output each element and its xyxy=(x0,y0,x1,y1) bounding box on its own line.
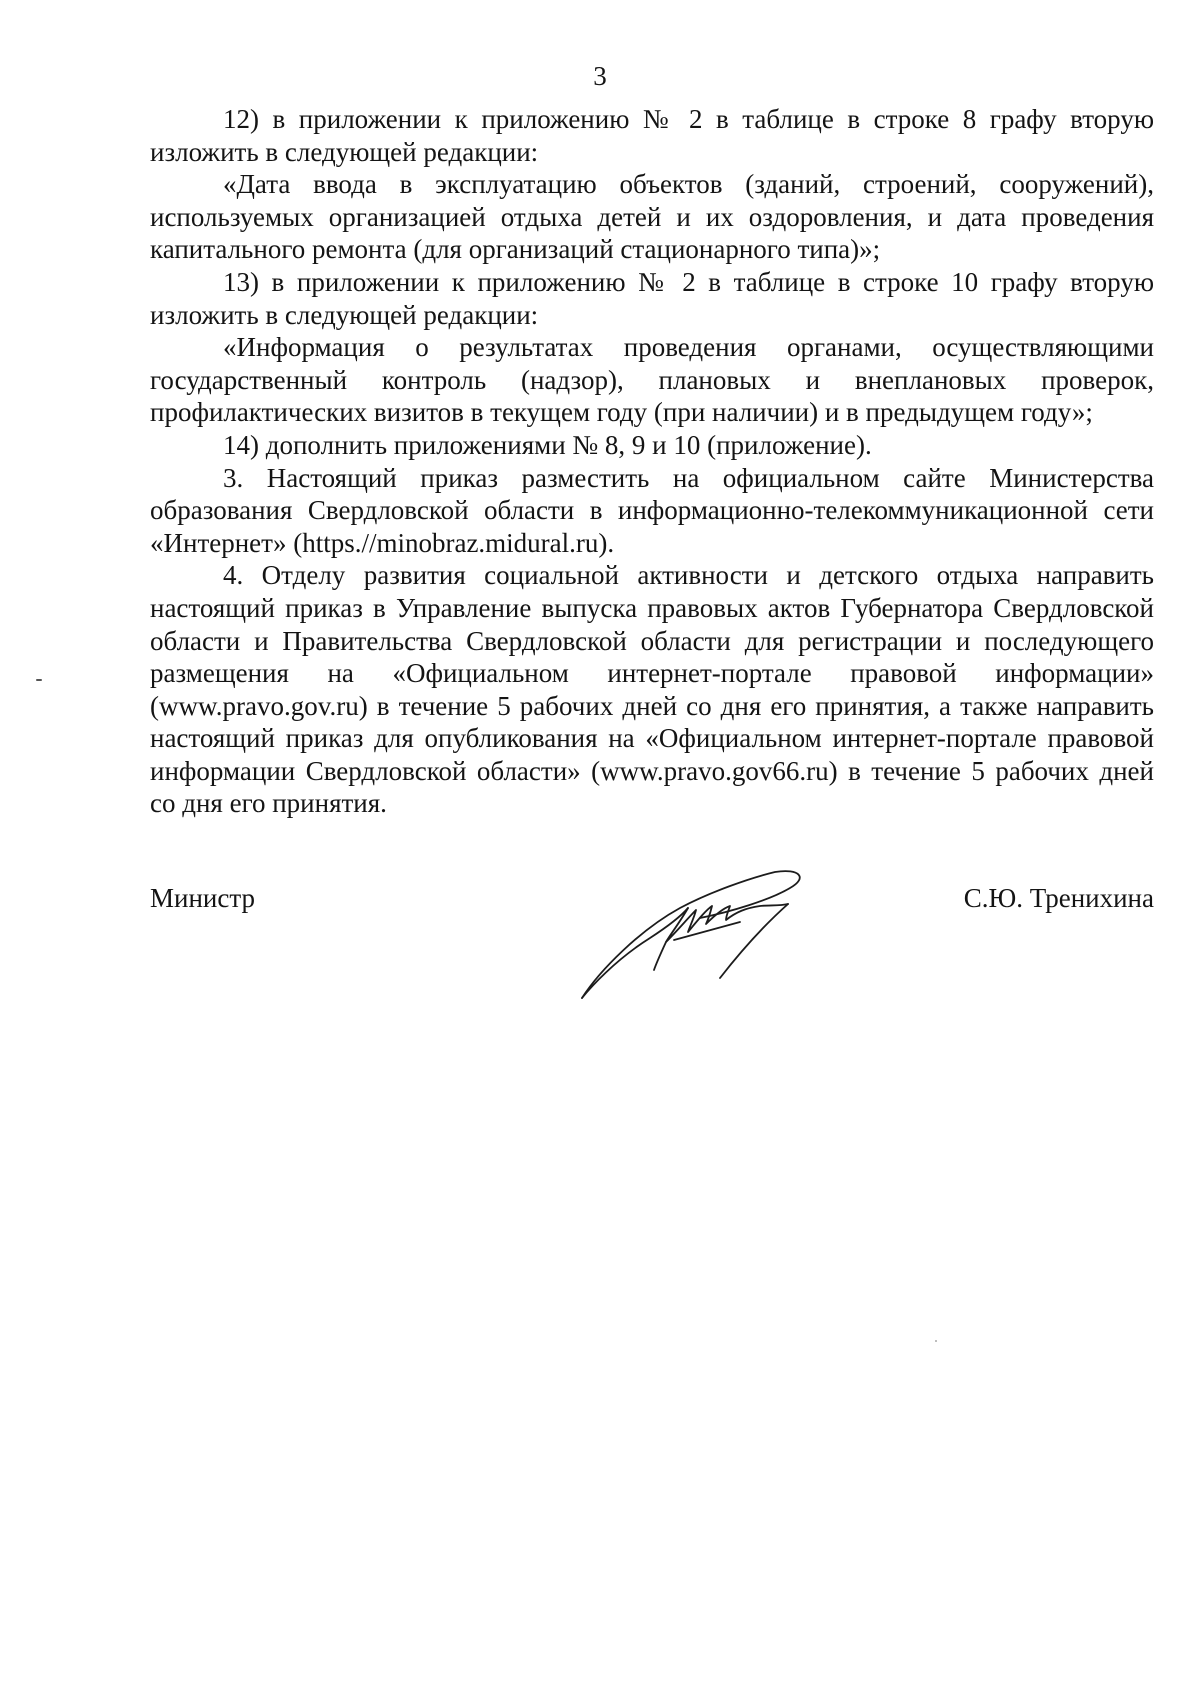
scan-speck xyxy=(36,679,42,681)
scan-speck xyxy=(935,1340,937,1342)
signature-block xyxy=(150,860,1154,1010)
paragraph-item-13: 13) в приложении к приложению № 2 в таблице в строке 10 графу вторую изложить в следующей редакции: xyxy=(150,266,1154,330)
paragraph-quote-row-8: «Дата ввода в эксплуатацию объектов (зданий, строений, сооружений), используемых организацией отдыха детей и их оздоровления, и дата проведения капитального ремонта (для организаций стационарного типа)»; xyxy=(150,169,1154,265)
paragraph-clause-4: 4. Отделу развития социальной активности и детского отдыха направить настоящий приказ в Управление выпуска правовых актов Губернатора Свердловской области и Правительства Свердловской области для регистрации и последующего размещения на «Официальном интернет-портале правовой информации» (www.pravo.gov.ru) в течение 5 рабочих дней со дня его принятия, а также направить настоящий приказ для опубликования на «Официальном интернет-портале правовой информации Свердловской области» (www.pravo.gov66.ru) в течение 5 рабочих дней со дня его принятия. xyxy=(150,560,1154,819)
paragraph-item-12: 12) в приложении к приложению № 2 в таблице в строке 8 графу вторую изложить в следующей редакции: xyxy=(150,104,1154,167)
paragraph-clause-3: 3. Настоящий приказ разместить на официальном сайте Министерства образования Свердловской области в информационно-телекоммуникационной сети «Интернет» (https.//minobraz.midural.ru). xyxy=(150,462,1154,558)
page-number: 3 xyxy=(593,61,607,91)
handwritten-signature xyxy=(570,860,830,1010)
paragraph-item-14: 14) дополнить приложениями № 8, 9 и 10 (приложение). xyxy=(223,429,872,460)
document-body xyxy=(150,103,1154,820)
signatory-name: С.Ю. Тренихина xyxy=(963,883,1154,913)
signatory-title: Министр xyxy=(150,883,255,913)
paragraph-quote-row-10: «Информация о результатах проведения органами, осуществляющими государственный контроль (надзор), плановых и внеплановых проверок, профилактических визитов в текущем году (при наличии) и в предыдущем году»; xyxy=(150,332,1154,428)
